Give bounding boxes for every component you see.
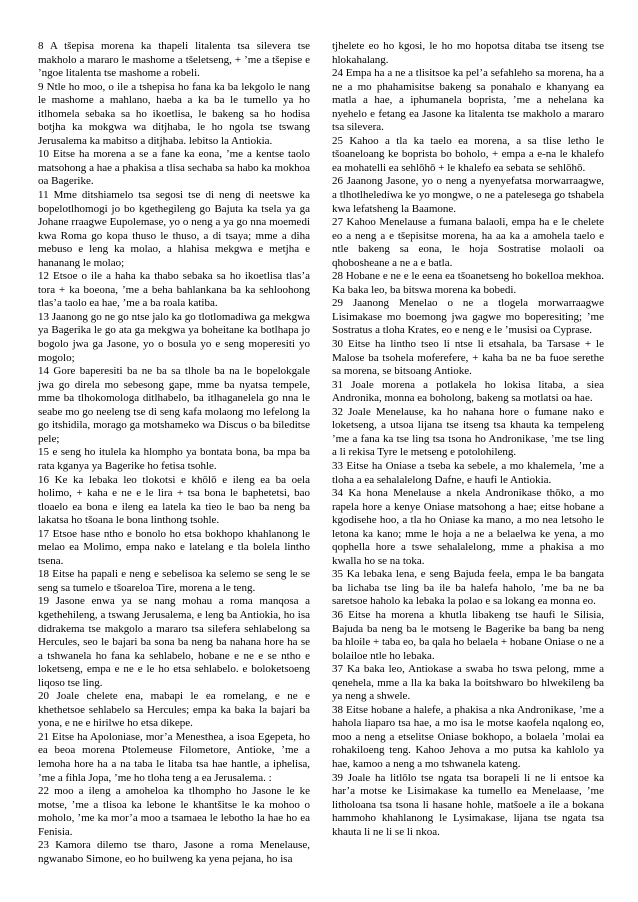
verse-paragraph: 8 A tšepisa morena ka thapeli litalenta tsa silevera tse makholo a mararo le mashome a tšeletseng, + ’me a tšepise e ’ngoe litalenta tse mashome a robeli.: [38, 40, 310, 80]
verse-paragraph: 38 Eitse hobane a halefe, a phakisa a nka Andronikase, ’me a hahola liaparo tsa hae, a mo isa le motse kaofela nqalong eo, moo a neng a etselitse Oniase bokhopo, a bolaela ’molai ea rohakiloeng teng. Kahoo Jehova a mo putsa ka kahlolo ya hae, kamoo a neng a mo tshwanela kateng.: [332, 703, 604, 770]
verse-paragraph: 19 Jasone enwa ya se nang mohau a romа manqosa a kgethehileng, a tswang Jerusalema, e leng ba Antiokia, ho isa didrakema tse makgolo a mararo tsa silefera sehlabelong sa Hercules, seo le bajari ba sona ba neng ba nahana hore ha se a tshwanela ho fana ka sehlabelo, hobane e ne e se ntho e loketseng, empa e ne e le ho etsa sehlabelo. e boloketsoeng liqoso tse ling.: [38, 595, 310, 689]
verse-paragraph: 16 Ke ka lebaka leo tlokotsi e khōlō e ileng ea ba oela holimo, + kaha e ne e le lira + tsa bona le baphetetsi, bao tloaelo ea bona e ileng ea latela ka tieo le bao ba neng ba lakatsa ho tšoana le bona linthong tsohle.: [38, 473, 310, 527]
verse-paragraph: 33 Eitse ha Oniase a tseba ka sebele, a mo khalemela, ’me a tloha a ea sehalalelong Dafne, e haufi le Antiokia.: [332, 459, 604, 486]
verse-paragraph: 31 Joale morena a potlakela ho lokisa litaba, a siea Andronika, monna ea boholong, bakeng sa motlatsi oa hae.: [332, 378, 604, 405]
verse-paragraph: 24 Empa ha a ne a tlisitsoe ka pel’a sefahleho sa morena, ha a ne a mo phahamisitse bakeng sa ponahalo e khanyang ea matla a hae, a iphumanela boprista, ’me a nehelana ka nyehelo e fetang ea Jasone ka litalenta tse makholo a mararo tsa silevera.: [332, 67, 604, 134]
verse-paragraph: 22 moo a ileng a amoheloa ka tlhompho ho Jasone le ke motse, ’me a tlisoa ka lebone le khantšitse le ka mohoo o moholo, ’me ka mor’a moo a tsamaea le lebotho la hae ho ea Fenisia.: [38, 785, 310, 838]
verse-paragraph: 13 Jaanong go ne go ntse jalo ka go tlotlomadiwa ga mekgwa ya Bagerika le go ata ga mekgwa ya boheitane ka botlhapa jo bogolo jwa ga Jasone, yo o bosula yo e seng moperesiti yo mogolo;: [38, 310, 310, 364]
verse-paragraph: 26 Jaanong Jasone, yo o neng a nyenyefatsa morwarraagwe, a tlhotlheledíwa ke yo mongwe, o ne a patelesega go tshabela kwa lefatsheng la Baamone.: [332, 175, 604, 215]
verse-paragraph: 34 Ka hona Menelause a nkela Andronikase thōko, a mo rapela hore a kenye Oniase matsohong a hae; eitse hobane a kgodisehe hoo, a tla ho Oniase ka mano, a mo nea letsoho le letona ka kano; mme le hoja a ne a belaelwa ke yena, a mo qophella hore a tswe sehalalelong, mme a phakisa a mo kwalla ho se na toka.: [332, 487, 604, 567]
verse-paragraph: 35 Ka lebaka lena, e seng Bajuda feela, empa le ba bangata ba lichaba tse ling ba ile ba halefa haholo, ’me ba ne ba saretsoe haholo ka lebaka la polao e sa lokang ea monna eo.: [332, 568, 604, 608]
verse-paragraph: 21 Eitse ha Apoloniase, mor’a Menesthea, a isoa Egepeta, ho ea beoa morena Ptolemeuse Filometore, Antioke, ’me a lemoha hore ha a na taba le litaba tsa hae hantle, a iphelisa, ’me a fihla Jopa, ’me ho tloha teng a ea Jerusalema. :: [38, 730, 310, 784]
verse-paragraph: 11 Mme ditshiamelo tsa segosi tse di neng di neetswe ka bopelotlhomogi jo bo kgethegileng go Bajuta ka tsela ya ga Johane rraagwe Eupolemase, yo o neng a ya go nna moemedi kwa Roma go kopa thuso le thuso, a di tsaya; mme a diha mebuso e leng ka molao, a hlahisa mekgwa e metjha e hananang le molao;: [38, 189, 310, 269]
verse-paragraph: 17 Etsoe hase ntho e bonolo ho etsa bokhopo khahlanong le melao ea Molimo, empa nako e latelang e tla bolela lintho tsena.: [38, 527, 310, 567]
verse-paragraph: 25 Kahoo a tla ka taelo ea morena, a sa tlise letho le tšoaneloang ke boprista bo boholo, + empa a e-na le khalefo ea mohatelli ea sehlōhō + le khalefo ea sebata se sehlōhō.: [332, 134, 604, 174]
right-column: [332, 40, 604, 882]
verse-paragraph: 15 e seng ho itulela ka hlompho ya bontata bona, ba mpa ba rata kganya ya Bagerike ho fetisa tsohle.: [38, 446, 310, 472]
left-column: [38, 40, 310, 882]
verse-paragraph: 30 Eitse ha lintho tseo li ntse li etsahala, ba Tarsase + le Malose ba tsohela moferefere, + kaha ba ne ba fuoe serethe sa morena, se bitsoang Antioke.: [332, 338, 604, 378]
verse-paragraph: 28 Hobane e ne e le eena ea tšoanetseng ho bokelloa mekhoa. Ka baka leo, ba bitswa morena ka bobedi.: [332, 270, 604, 296]
verse-paragraph: 10 Eitse ha morena a se a fane ka eona, ’me a kentse taolo matsohong a hae a phakisa a tlisa sechaba sa habo ka mokhoa oa Bagerike.: [38, 148, 310, 188]
verse-paragraph: 27 Kahoo Menelause a fumana balaoli, empa ha e le chelete eo a neng a e tšepisitse morena, ha aa ka a amohela taelo e ntle bakeng sa eona, le hoja Sostratise molaoli oa qhobosheane a ne a e batla.: [332, 216, 604, 269]
verse-paragraph: 20 Joale chelete ena, mabapi le ea romelang, e ne e khethetsoe sehlabelo sa Hercules; empa ka baka la bajari ba yona, e ne e hirilwe ho etsa dikepe.: [38, 690, 310, 730]
verse-paragraph: 18 Eitse ha papali e neng e sebelisoa ka selemo se seng le se seng sa tumelo e tšoareloa Tire, morena a le teng.: [38, 568, 310, 594]
verse-paragraph: 12 Etsoe o ile a haha ka thabo sebaka sa ho ikoetlisa tlas’a tora + ka boeona, ’me a beha bahlankana ba ka sehloohong tlas’a taolo ea hae, ’me a ba roala katiba.: [38, 270, 310, 310]
verse-paragraph: 23 Kamora dilemo tse tharo, Jasone a roma Menelause, ngwanabo Simone, eo ho builweng ka yena pejana, ho isa: [38, 839, 310, 865]
verse-paragraph: 32 Joale Menelause, ka ho nahana hore o fumane nako e loketseng, a utsoa lijana tse itseng tsa khauta ka tempeleng ’me a fana ka tse ling tsa tsona ho Andronikase, ’me tse ling a li rekisa Tyre le metseng e potolohileng.: [332, 405, 604, 459]
verse-paragraph: 29 Jaanong Menelao o ne a tlogela morwarraagwe Lisimakase mo boemong jwa gagwe mo boperesiting; ’me Sostratus a tloha Krates, eo e neng e le ’musisi oa Cyprase.: [332, 297, 604, 337]
verse-paragraph: 9 Ntle ho moo, o ile a tshepisa ho fana ka ba lekgolo le nang le mashome a mahlano, haeba a ka ba le tumello ya ho itlhomela sebaka sa ho ikoetlisa, le bakeng sa ho hodisa botjha ka mokgwa wa ditjhaba, le ho ngola tse tswang Jerusalema ka mabitso a ditjhaba. lebitso la Antiokia.: [38, 80, 310, 147]
verse-paragraph: 36 Eitse ha morena a khutla libakeng tse haufi le Silisia, Bajuda ba neng ba le motseng le Bagerike ba bang ba neng ba hloile + taba eo, ba qala ho belaela + hobane Oniase o ne a bolailoe ntle ho lebaka.: [332, 608, 604, 662]
verse-paragraph: 39 Joale ha litlōlo tse ngata tsa borapeli li ne li entsoe ka har’a motse ke Lisimakase ka tumello ea Menelaase, ’me litholoana tsa tsona li hasane hohle, matšoele a ile a bokana hammoho khahlanong le Lysimakase, lijana tse ngata tsa khauta li ne li se li nkoa.: [332, 771, 604, 838]
verse-paragraph: tjhelete eo ho kgosi, le ho mo hopotsa ditaba tse itseng tse hlokahalang.: [332, 40, 604, 66]
verse-paragraph: 14 Gore baperesiti ba ne ba sa tlhole ba na le bopelokgale jwa go direla mo sebesong gape, mme ba nyatsa tempele, mme ba tlhokomologa ditlhabelo, ba itlhaganelela go nna le seabe mo go neeleng tse di seng kafa molaong mo lefelong la go itshidila, morago ga motshameko wa Discus o ba bileditse pele;: [38, 365, 310, 445]
verse-paragraph: 37 Ka baka leo, Antiokase a swaba ho tswa pelong, mme a qenehela, mme a lla ka baka la boitshwaro bo hlwekileng ba ya neng a shwele.: [332, 663, 604, 703]
